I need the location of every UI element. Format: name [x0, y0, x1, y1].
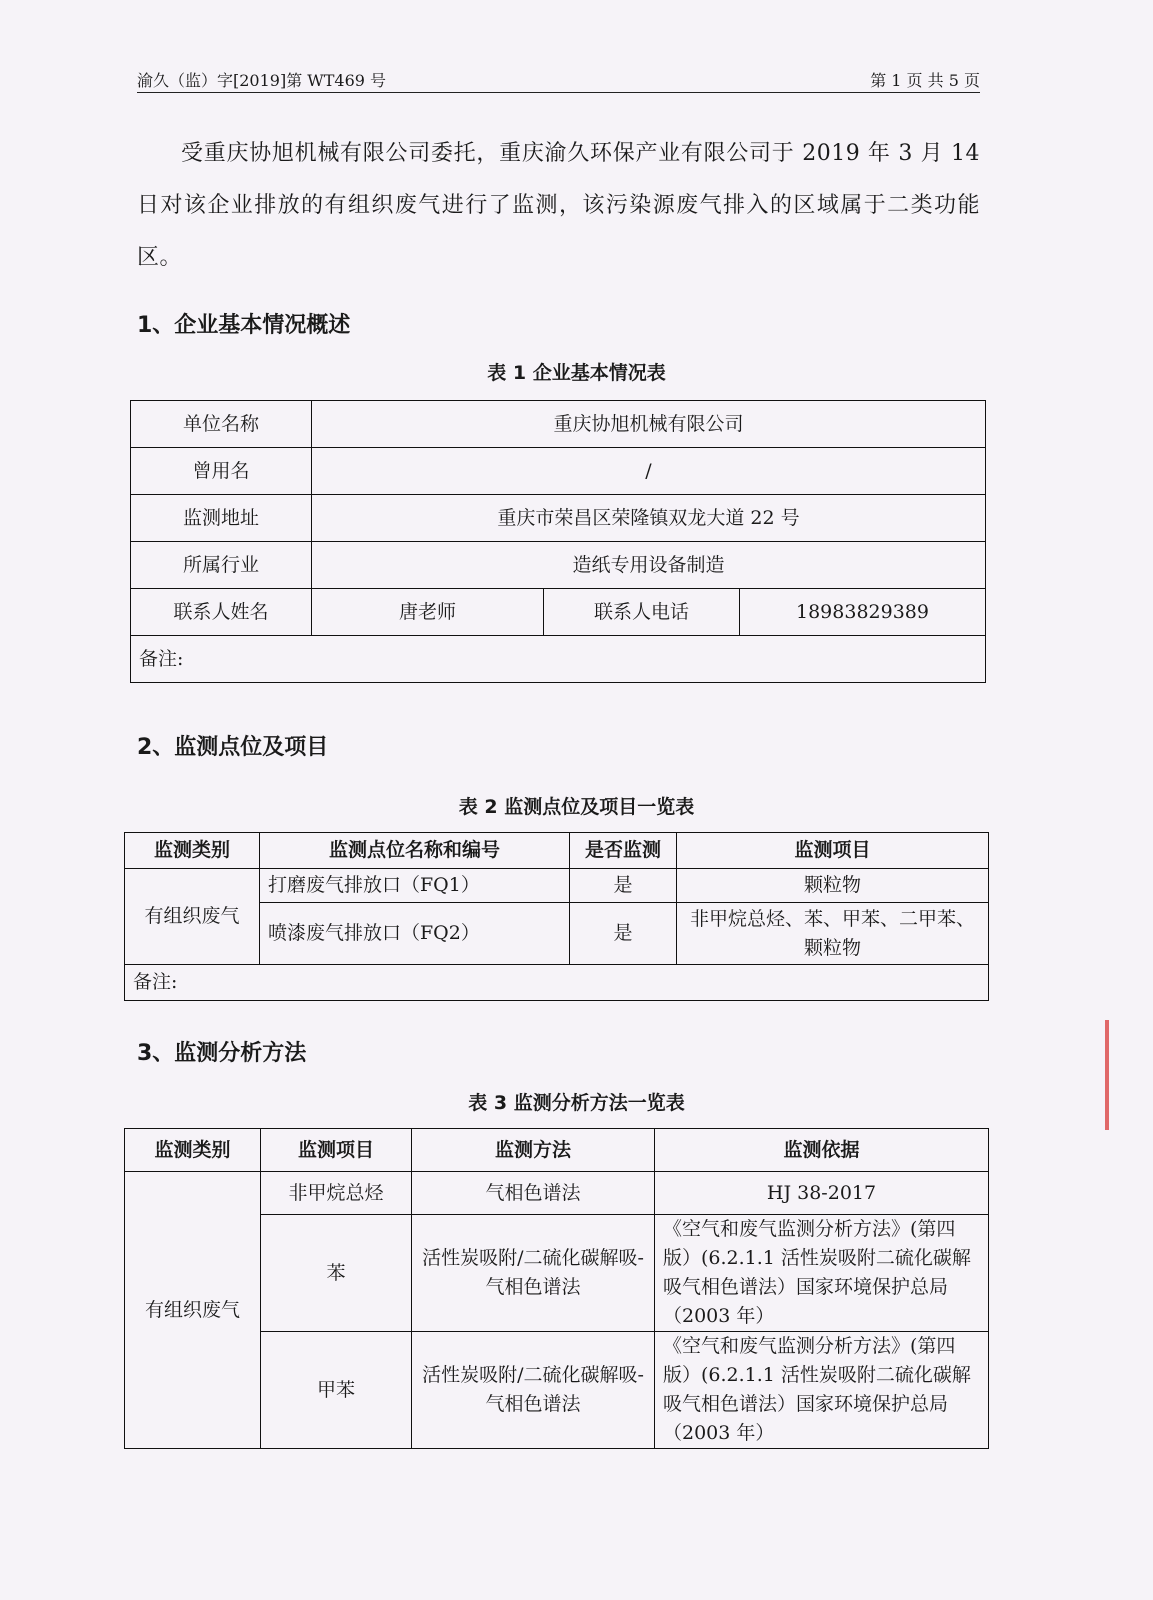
remark-label: 备注: [125, 965, 989, 1001]
col-header: 监测类别 [125, 833, 260, 869]
table-row [131, 542, 986, 589]
items-cell: 颗粒物 [677, 869, 989, 903]
address-value: 重庆市荣昌区荣隆镇双龙大道 22 号 [312, 495, 986, 542]
table-row [125, 1172, 989, 1215]
remark-label: 备注: [131, 636, 986, 683]
seal-edge-mark [1105, 1020, 1131, 1130]
point-cell: 打磨废气排放口（FQ1） [260, 869, 570, 903]
monitored-cell: 是 [570, 869, 677, 903]
table2-caption: 表 2 监测点位及项目一览表 [458, 796, 695, 818]
col-header: 是否监测 [570, 833, 677, 869]
section2-heading: 2、监测点位及项目 [137, 735, 329, 760]
section3-heading: 3、监测分析方法 [137, 1041, 307, 1066]
basic-info-table [130, 400, 986, 683]
table3-caption: 表 3 监测分析方法一览表 [468, 1092, 685, 1114]
col-header: 监测依据 [655, 1129, 989, 1172]
table1-caption: 表 1 企业基本情况表 [487, 362, 666, 384]
contact-label: 联系人姓名 [131, 589, 312, 636]
basis-cell: 《空气和废气监测分析方法》(第四版）(6.2.1.1 活性炭吸附二硫化碳解吸气相色谱法）国家环境保护总局（2003 年） [655, 1215, 989, 1332]
basis-cell: 《空气和废气监测分析方法》(第四版）(6.2.1.1 活性炭吸附二硫化碳解吸气相色谱法）国家环境保护总局（2003 年） [655, 1332, 989, 1449]
former-name-label: 曾用名 [131, 448, 312, 495]
contact-value: 唐老师 [312, 589, 544, 636]
table-row [131, 448, 986, 495]
table-row [131, 636, 986, 683]
col-header: 监测项目 [261, 1129, 412, 1172]
page-info: 第 1 页 共 5 页 [870, 71, 980, 90]
table-header-row [125, 1129, 989, 1172]
table-row [125, 869, 989, 903]
industry-label: 所属行业 [131, 542, 312, 589]
basis-cell: HJ 38-2017 [655, 1172, 989, 1215]
monitoring-points-table [124, 832, 989, 1001]
doc-number: 渝久（监）字[2019]第 WT469 号 [137, 71, 387, 90]
phone-label: 联系人电话 [544, 589, 740, 636]
table-row [125, 965, 989, 1001]
address-label: 监测地址 [131, 495, 312, 542]
item-cell: 苯 [261, 1215, 412, 1332]
items-cell: 非甲烷总烃、苯、甲苯、二甲苯、颗粒物 [677, 903, 989, 965]
former-name-value: / [312, 448, 986, 495]
table-row [131, 495, 986, 542]
section1-heading: 1、企业基本情况概述 [137, 313, 351, 338]
col-header: 监测项目 [677, 833, 989, 869]
point-cell: 喷漆废气排放口（FQ2） [260, 903, 570, 965]
table-row [131, 589, 986, 636]
industry-value: 造纸专用设备制造 [312, 542, 986, 589]
method-cell: 气相色谱法 [412, 1172, 655, 1215]
monitored-cell: 是 [570, 903, 677, 965]
analysis-methods-table [124, 1128, 989, 1449]
item-cell: 非甲烷总烃 [261, 1172, 412, 1215]
col-header: 监测方法 [412, 1129, 655, 1172]
category-cell: 有组织废气 [125, 869, 260, 965]
unit-name-value: 重庆协旭机械有限公司 [312, 401, 986, 448]
phone-value: 18983829389 [740, 589, 986, 636]
category-cell: 有组织废气 [125, 1172, 261, 1449]
method-cell: 活性炭吸附/二硫化碳解吸-气相色谱法 [412, 1215, 655, 1332]
table-row [131, 401, 986, 448]
col-header: 监测类别 [125, 1129, 261, 1172]
page-header [137, 66, 980, 93]
col-header: 监测点位名称和编号 [260, 833, 570, 869]
table-header-row [125, 833, 989, 869]
item-cell: 甲苯 [261, 1332, 412, 1449]
unit-name-label: 单位名称 [131, 401, 312, 448]
intro-paragraph: 受重庆协旭机械有限公司委托，重庆渝久环保产业有限公司于 2019 年 3 月 14 日对该企业排放的有组织废气进行了监测，该污染源废气排入的区域属于二类功能区。 [137, 141, 980, 270]
method-cell: 活性炭吸附/二硫化碳解吸-气相色谱法 [412, 1332, 655, 1449]
